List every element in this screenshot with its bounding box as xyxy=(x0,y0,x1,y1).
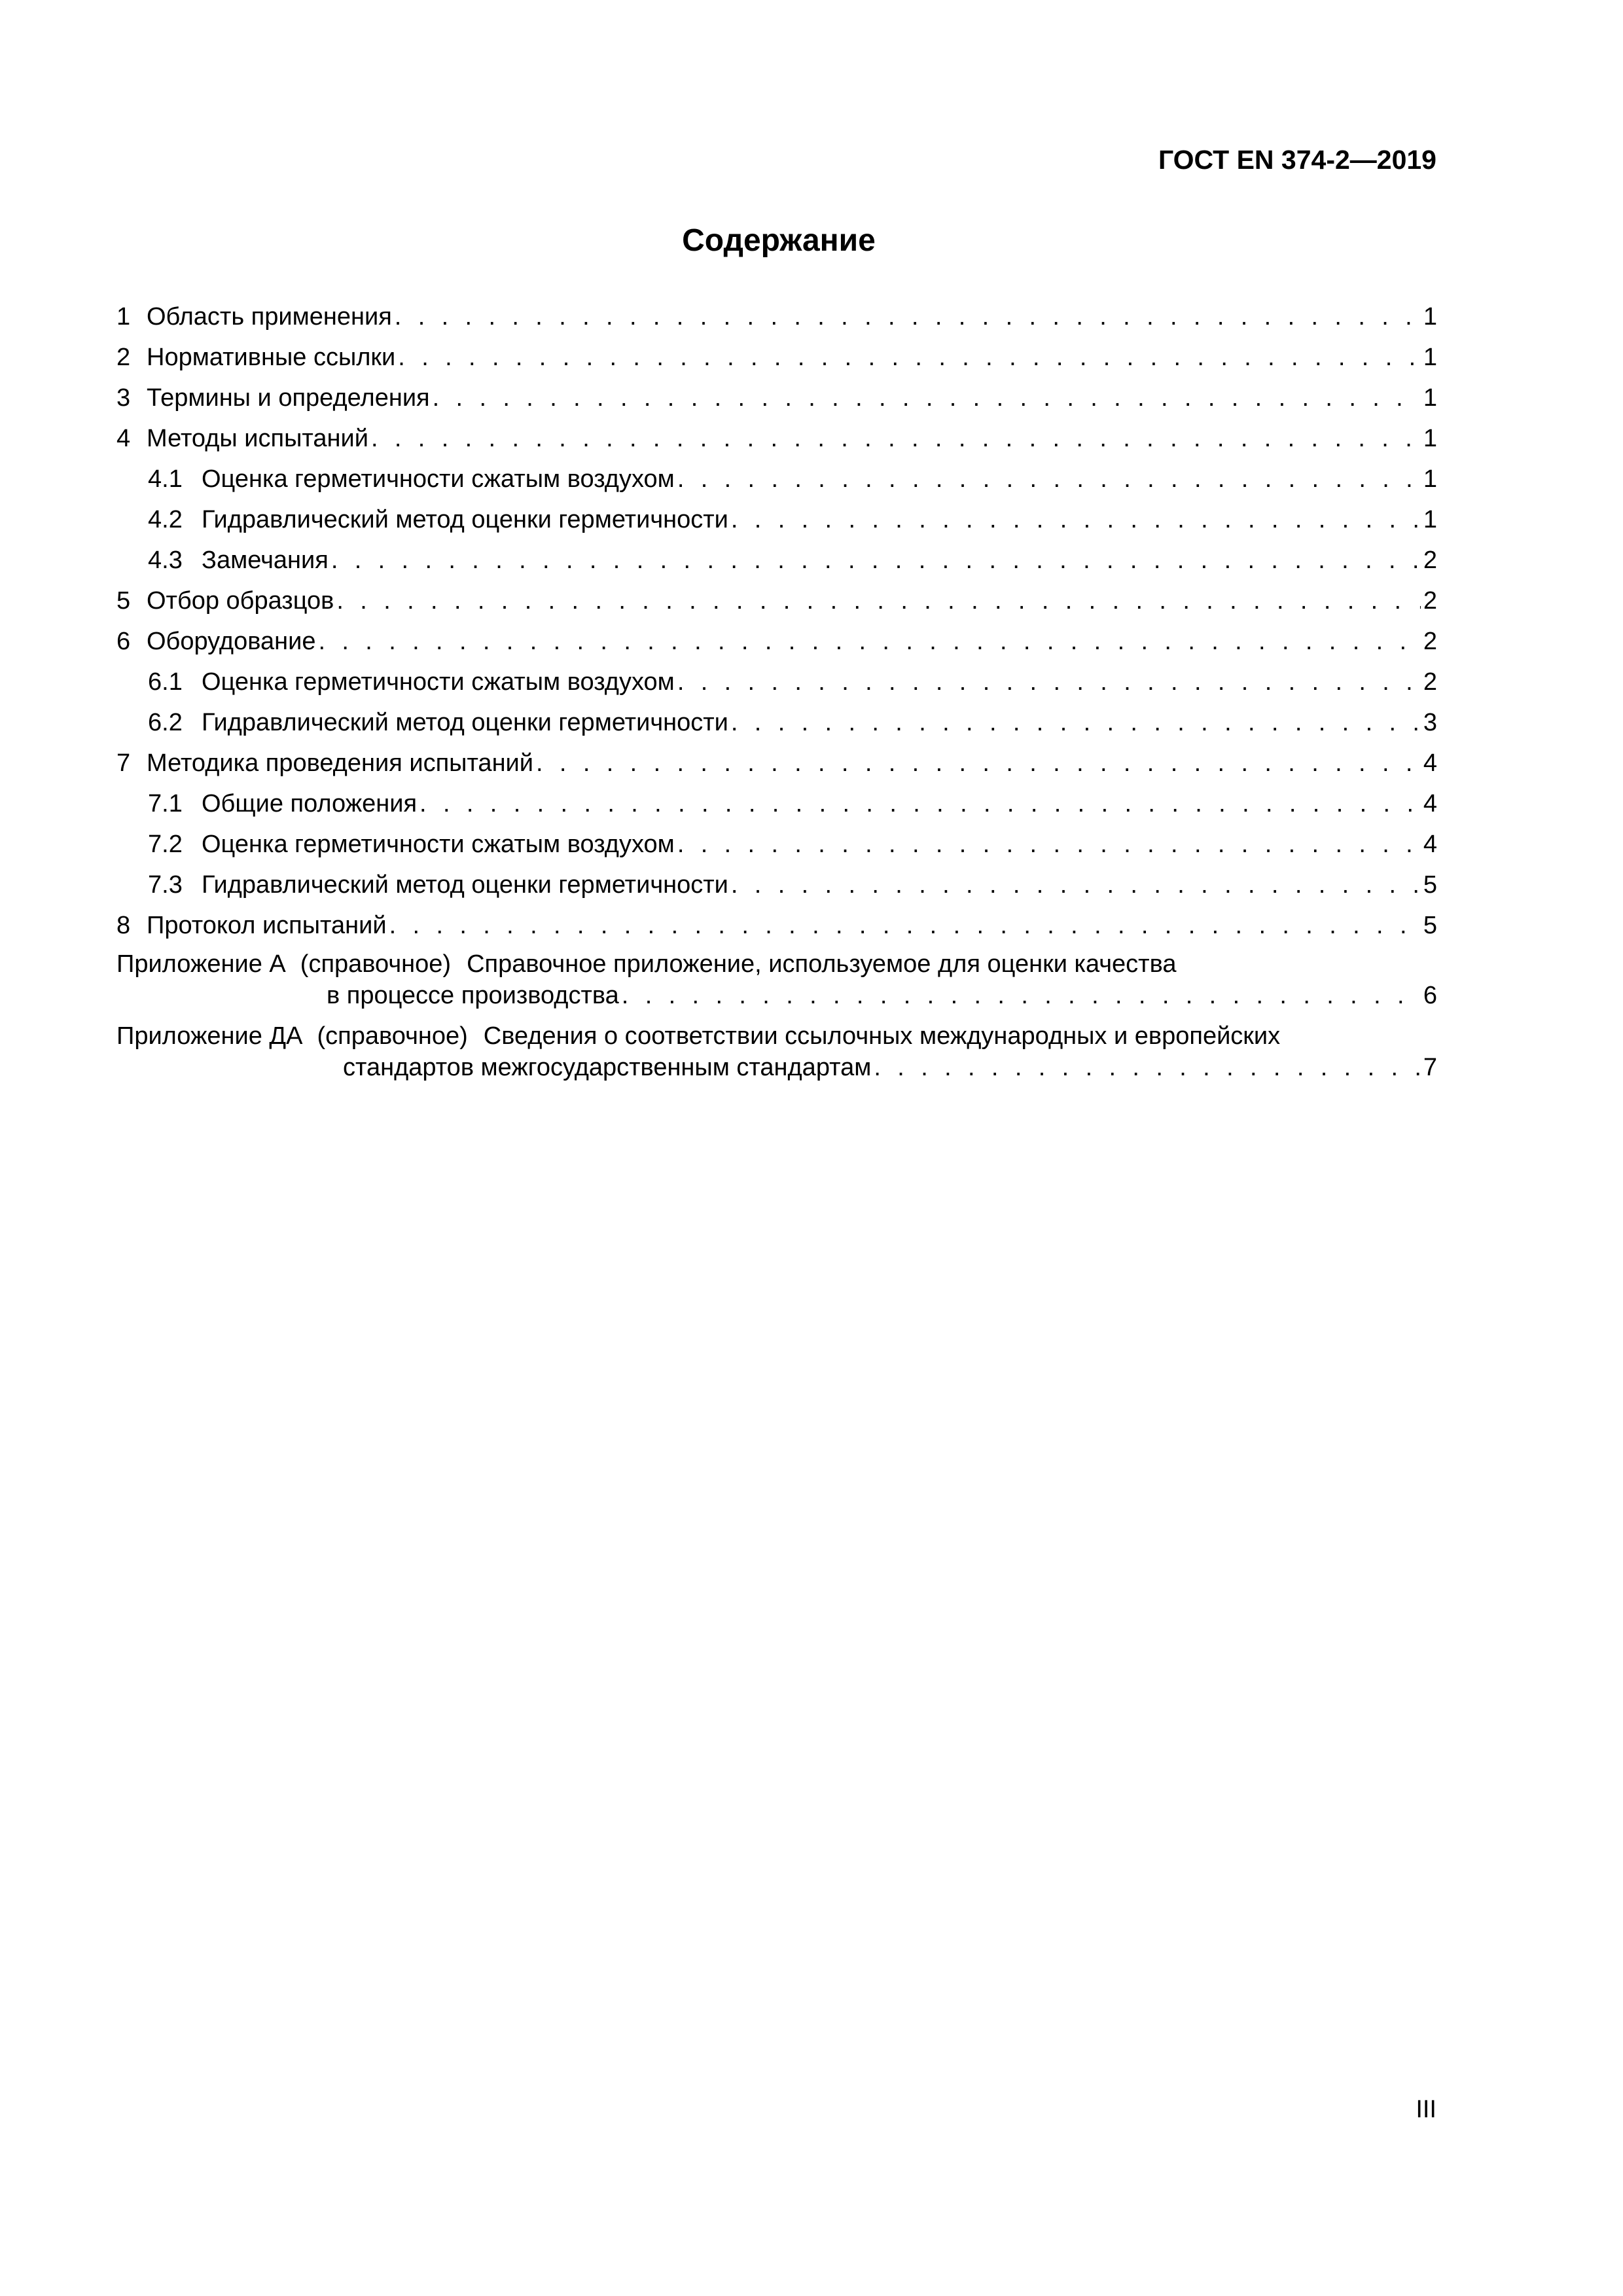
page-number: III xyxy=(1416,2096,1436,2123)
toc-entry-number: 6 xyxy=(116,628,131,655)
toc-subentry[interactable] xyxy=(116,702,1437,743)
leader-dots xyxy=(398,337,1421,378)
toc-entry-page: 1 xyxy=(1423,344,1437,371)
toc-entry-number: 7 xyxy=(116,749,131,777)
toc-subentry[interactable] xyxy=(116,824,1437,865)
leader-dots xyxy=(318,621,1420,662)
toc-entry[interactable] xyxy=(116,378,1437,418)
toc-entry-title: Отбор образцов xyxy=(147,587,334,615)
appendix-title-line2: в процессе производства xyxy=(327,982,619,1009)
toc-appendix-a[interactable] xyxy=(116,948,1437,1011)
toc-entry-page: 4 xyxy=(1423,749,1437,777)
appendix-label: Приложение А xyxy=(116,950,286,978)
toc-entry-title: Протокол испытаний xyxy=(147,912,387,939)
leader-dots xyxy=(419,783,1421,824)
toc-entry-page: 4 xyxy=(1423,831,1437,858)
toc-entry-page: 1 xyxy=(1423,465,1437,493)
toc-entry-number: 6.1 xyxy=(148,668,183,696)
toc-subentry[interactable] xyxy=(116,540,1437,581)
appendix-heading xyxy=(116,1020,1437,1052)
toc-entry-number: 5 xyxy=(116,587,131,615)
toc-entry[interactable] xyxy=(116,581,1437,621)
appendix-label: Приложение ДА xyxy=(116,1022,303,1050)
toc-entry-title: Общие положения xyxy=(202,790,418,817)
toc-entry-page: 3 xyxy=(1423,709,1437,736)
toc-subentry[interactable] xyxy=(116,662,1437,702)
leader-dots xyxy=(874,1052,1421,1083)
toc-appendix-da[interactable] xyxy=(116,1020,1437,1083)
toc-entry-title: Оценка герметичности сжатым воздухом xyxy=(202,465,675,493)
toc-entry-number: 2 xyxy=(116,344,131,371)
toc-subentry[interactable] xyxy=(116,865,1437,905)
toc-subentry[interactable] xyxy=(116,783,1437,824)
leader-dots xyxy=(677,662,1421,702)
toc-entry-title: Нормативные ссылки xyxy=(147,344,396,371)
toc-entry-number: 6.2 xyxy=(148,709,183,736)
toc-entry-number: 1 xyxy=(116,303,131,331)
toc-entry-title: Гидравлический метод оценки герметичности xyxy=(202,871,728,899)
leader-dots xyxy=(677,824,1421,865)
toc-entry[interactable] xyxy=(116,905,1437,946)
toc-entry-title: Оценка герметичности сжатым воздухом xyxy=(202,831,675,858)
toc-subentry[interactable] xyxy=(116,459,1437,499)
toc-entry-number: 7.1 xyxy=(148,790,183,817)
toc-entry-title: Термины и определения xyxy=(147,384,430,412)
toc-entry-number: 7.3 xyxy=(148,871,183,899)
document-code: ГОСТ EN 374-2—2019 xyxy=(1158,145,1436,175)
toc-entry-page: 5 xyxy=(1423,871,1437,899)
toc-entry-number: 4.3 xyxy=(148,547,183,574)
leader-dots xyxy=(622,980,1421,1011)
toc-entry-title: Гидравлический метод оценки герметичности xyxy=(202,709,728,736)
appendix-status: (справочное) xyxy=(300,950,452,978)
leader-dots xyxy=(433,378,1421,418)
toc-entry[interactable] xyxy=(116,296,1437,337)
toc-entry-number: 4.1 xyxy=(148,465,183,493)
toc-entry-page: 2 xyxy=(1423,668,1437,696)
toc-entry-title: Методы испытаний xyxy=(147,425,368,452)
toc-entry[interactable] xyxy=(116,743,1437,783)
toc-entry[interactable] xyxy=(116,621,1437,662)
toc-entry-page: 1 xyxy=(1423,425,1437,452)
leader-dots xyxy=(336,581,1420,621)
leader-dots xyxy=(395,296,1421,337)
leader-dots xyxy=(389,905,1421,946)
toc-entry-title: Методика проведения испытаний xyxy=(147,749,534,777)
leader-dots xyxy=(371,418,1421,459)
toc-entry-title: Гидравлический метод оценки герметичности xyxy=(202,506,728,533)
toc-entry-title: Оценка герметичности сжатым воздухом xyxy=(202,668,675,696)
toc-entry-title: Область применения xyxy=(147,303,392,331)
toc-entry-page: 1 xyxy=(1423,506,1437,533)
leader-dots xyxy=(731,865,1421,905)
appendix-title-line1: Сведения о соответствии ссылочных международных и европейских xyxy=(483,1022,1281,1050)
toc-entry-page: 5 xyxy=(1423,912,1437,939)
toc-entry-number: 4 xyxy=(116,425,131,452)
toc-entry-page: 2 xyxy=(1423,628,1437,655)
leader-dots xyxy=(677,459,1421,499)
toc-entry-page: 2 xyxy=(1423,547,1437,574)
appendix-title-line1: Справочное приложение, используемое для оценки качества xyxy=(467,950,1177,978)
leader-dots xyxy=(731,702,1421,743)
table-of-contents xyxy=(116,296,1437,1092)
toc-entry-number: 8 xyxy=(116,912,131,939)
toc-entry[interactable] xyxy=(116,337,1437,378)
appendix-heading xyxy=(116,948,1437,980)
appendix-continuation xyxy=(116,980,1437,1011)
toc-subentry[interactable] xyxy=(116,499,1437,540)
toc-entry-title: Оборудование xyxy=(147,628,316,655)
toc-entry-page: 1 xyxy=(1423,303,1437,331)
toc-entry-number: 7.2 xyxy=(148,831,183,858)
page-title: Содержание xyxy=(682,223,876,258)
toc-entry[interactable] xyxy=(116,418,1437,459)
appendix-status: (справочное) xyxy=(317,1022,468,1050)
leader-dots xyxy=(536,743,1421,783)
leader-dots xyxy=(331,540,1421,581)
toc-entry-page: 2 xyxy=(1423,587,1437,615)
leader-dots xyxy=(731,499,1421,540)
appendix-title-line2: стандартов межгосударственным стандартам xyxy=(343,1054,872,1081)
toc-entry-title: Замечания xyxy=(202,547,329,574)
toc-entry-page: 1 xyxy=(1423,384,1437,412)
toc-entry-number: 4.2 xyxy=(148,506,183,533)
appendix-page: 7 xyxy=(1423,1054,1437,1081)
appendix-continuation xyxy=(116,1052,1437,1083)
toc-entry-page: 4 xyxy=(1423,790,1437,817)
toc-entry-number: 3 xyxy=(116,384,131,412)
appendix-page: 6 xyxy=(1423,982,1437,1009)
